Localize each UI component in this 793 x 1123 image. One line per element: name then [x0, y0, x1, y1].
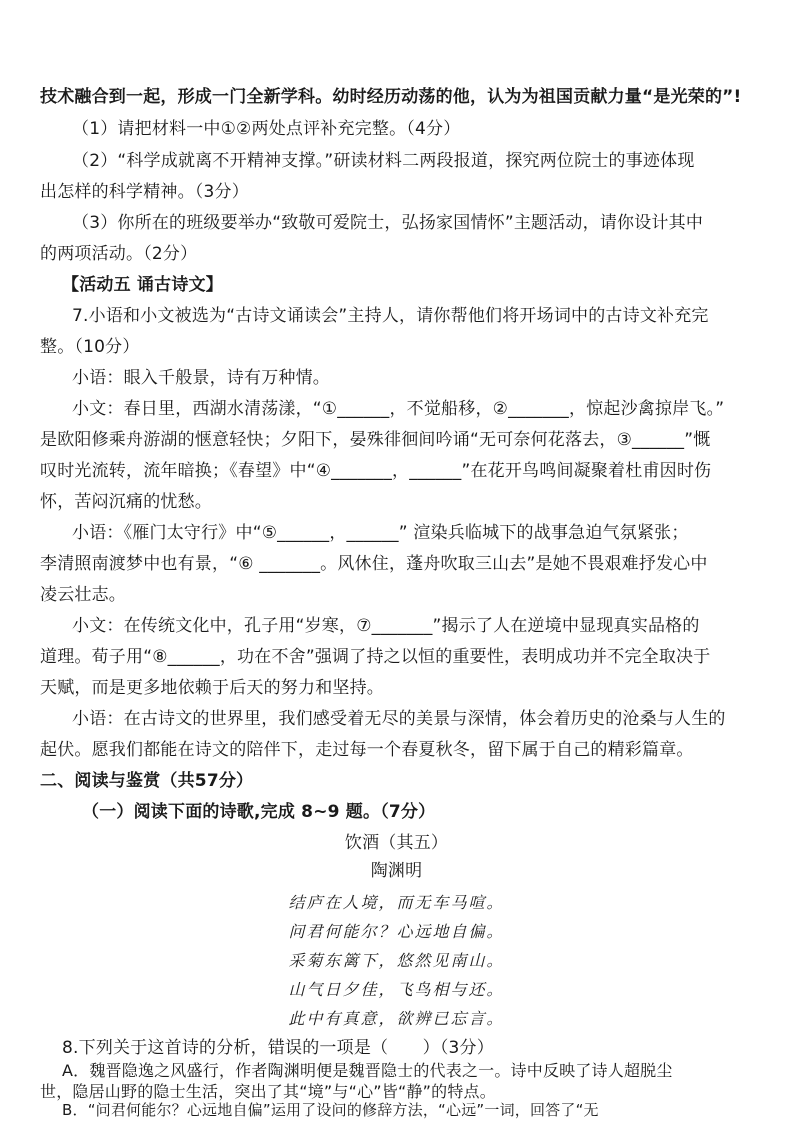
- dialogue-line: 小语：眼入千般景，诗有万种情。: [72, 368, 330, 388]
- poem-verse: 此中有真意，欲辨已忘言。: [288, 1009, 505, 1028]
- option-a-cont: 世，隐居山野的隐士生活，突出了其“境”与“心”皆“静”的特点。: [40, 1082, 496, 1101]
- activity-five-heading: 【活动五 诵古诗文】: [62, 275, 223, 295]
- question-6-2-cont: 出怎样的科学精神。（3分）: [40, 182, 249, 202]
- question-6-1: （1）请把材料一中①②两处点评补充完整。（4分）: [72, 119, 461, 139]
- poem-verse: 采菊东篱下，悠然见南山。: [288, 951, 505, 970]
- question-6-2: （2）“科学成就离不开精神支撑。”研读材料二两段报道，探究两位院士的事迹体现: [72, 151, 695, 171]
- dialogue-line: 小语：《雁门太守行》中“⑤______，______” 渲染兵临城下的战事急迫气氛紧张；: [72, 523, 689, 543]
- dialogue-line: 是欧阳修乘舟游湖的惬意轻快；夕阳下，晏殊徘徊间吟诵“无可奈何花落去，③______”慨: [40, 430, 711, 450]
- dialogue-line: 小语：在古诗文的世界里，我们感受着无尽的美景与深情，体会着历史的沧桑与人生的: [72, 709, 726, 729]
- question-6-3: （3）你所在的班级要举办“致敬可爱院士，弘扬家国情怀”主题活动，请你设计其中: [72, 213, 704, 233]
- dialogue-line: 起伏。愿我们都能在诗文的陪伴下，走过每一个春夏秋冬，留下属于自己的精彩篇章。: [40, 740, 694, 760]
- option-a: A．魏晋隐逸之风盛行，作者陶渊明便是魏晋隐士的代表之一。诗中反映了诗人超脱尘: [62, 1061, 673, 1080]
- question-6-3-cont: 的两项活动。（2分）: [40, 244, 198, 264]
- dialogue-line: 凌云壮志。: [40, 585, 126, 605]
- option-b: B．“问君何能尔？心远地自偏”运用了设问的修辞方法，“心远”一词，回答了“无: [62, 1101, 599, 1119]
- dialogue-line: 怀，苦闷沉痛的忧愁。: [40, 492, 212, 512]
- dialogue-line: 道理。荀子用“⑧______，功在不舍”强调了持之以恒的重要性，表明成功并不完全取决于: [40, 647, 711, 667]
- poem-verse: 结庐在人境，而无车马喧。: [288, 893, 505, 912]
- dialogue-line: 天赋，而是更多地依赖于后天的努力和坚持。: [40, 678, 384, 698]
- question-7-cont: 整。（10分）: [40, 337, 140, 357]
- subsection-heading: （一）阅读下面的诗歌,完成 8~9 题。（7分）: [82, 802, 436, 822]
- dialogue-line: 小文：春日里，西湖水清荡漾，“①______，不觉船移，②_______，惊起沙禽掠岸飞。”: [72, 399, 725, 419]
- dialogue-line: 李清照南渡梦中也有景，“⑥ _______。风休住，蓬舟吹取三山去”是她不畏艰难抒发心中: [40, 554, 708, 574]
- question-8: 8.下列关于这首诗的分析，错误的一项是（ ）（3分）: [62, 1038, 494, 1058]
- poem-verse: 山气日夕佳，飞鸟相与还。: [288, 980, 505, 999]
- dialogue-line: 叹时光流转，流年暗换；《春望》中“④_______，______”在花开鸟鸣间凝聚着杜甫因时伤: [40, 461, 712, 481]
- material-text-line: 技术融合到一起，形成一门全新学科。幼时经历动荡的他，认为为祖国贡献力量“是光荣的”!: [40, 87, 742, 107]
- question-7: 7.小语和小文被选为“古诗文诵读会”主持人，请你帮他们将开场词中的古诗文补充完: [72, 306, 709, 326]
- section-two-heading: 二、阅读与鉴赏（共57分）: [40, 771, 254, 791]
- poem-title: 饮酒（其五）: [344, 833, 449, 853]
- poem-author: 陶渊明: [370, 861, 423, 881]
- dialogue-line: 小文：在传统文化中，孔子用“岁寒，⑦_______”揭示了人在逆境中显现真实品格的: [72, 616, 700, 636]
- poem-verse: 问君何能尔？心远地自偏。: [288, 922, 505, 941]
